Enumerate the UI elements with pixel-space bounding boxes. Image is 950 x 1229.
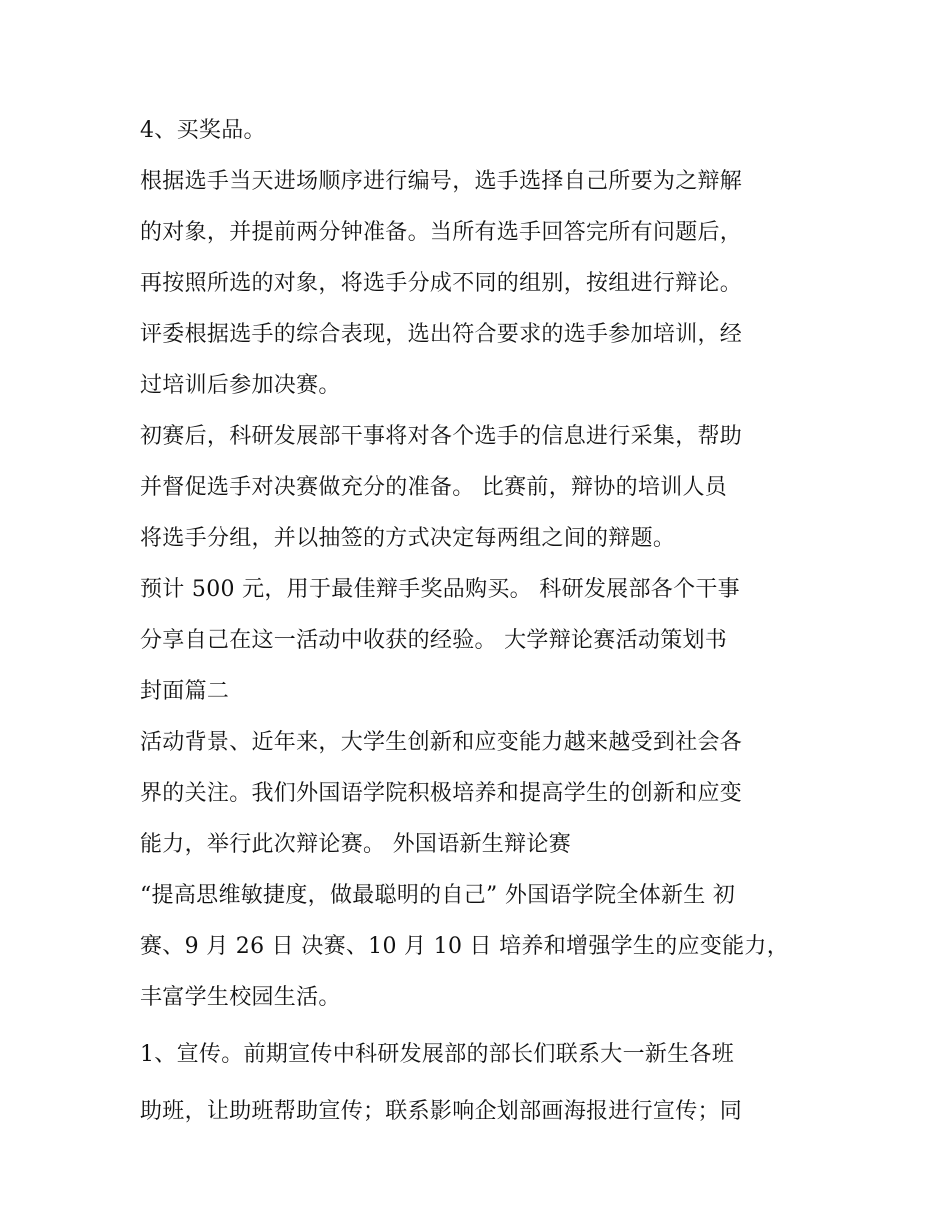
text-line: 初赛后，科研发展部干事将对各个选手的信息进行采集，帮助: [140, 424, 743, 449]
text-line: 过培训后参加决赛。: [140, 373, 341, 398]
text-line: 根据选手当天进场顺序进行编号，选手选择自己所要为之辩解: [140, 169, 743, 194]
text-line: 再按照所选的对象，将选手分成不同的组别，按组进行辩论。: [140, 271, 743, 296]
text-line: 能力，举行此次辩论赛。 外国语新生辩论赛: [140, 832, 571, 857]
text-line: 的对象，并提前两分钟准备。当所有选手回答完所有问题后，: [140, 220, 743, 245]
text-line: 界的关注。我们外国语学院积极培养和提高学生的创新和应变: [140, 781, 743, 806]
text-line: 评委根据选手的综合表现，选出符合要求的选手参加培训，经: [140, 322, 743, 347]
text-line: 丰富学生校园生活。: [140, 985, 341, 1010]
text-line: 1、宣传。前期宣传中科研发展部的部长们联系大一新生各班: [140, 1042, 735, 1067]
text-line: 4、买奖品。: [140, 118, 266, 143]
text-line: 助班，让助班帮助宣传；联系影响企划部画海报进行宣传；同: [140, 1099, 743, 1124]
text-line: 封面篇二: [140, 679, 230, 704]
text-line: 赛、9 月 26 日 决赛、10 月 10 日 培养和增强学生的应变能力，: [140, 934, 790, 959]
text-line: 分享自己在这一活动中收获的经验。 大学辩论赛活动策划书: [140, 628, 728, 653]
text-line: 预计 500 元，用于最佳辩手奖品购买。 科研发展部各个干事: [140, 577, 740, 602]
document-body: [140, 112, 820, 1131]
text-line: 将选手分组，并以抽签的方式决定每两组之间的辩题。: [140, 526, 676, 551]
text-line: “提高思维敏捷度，做最聪明的自己” 外国语学院全体新生 初: [140, 883, 736, 908]
text-line: 并督促选手对决赛做充分的准备。 比赛前，辩协的培训人员: [140, 475, 728, 500]
text-line: 活动背景、近年来，大学生创新和应变能力越来越受到社会各: [140, 730, 743, 755]
